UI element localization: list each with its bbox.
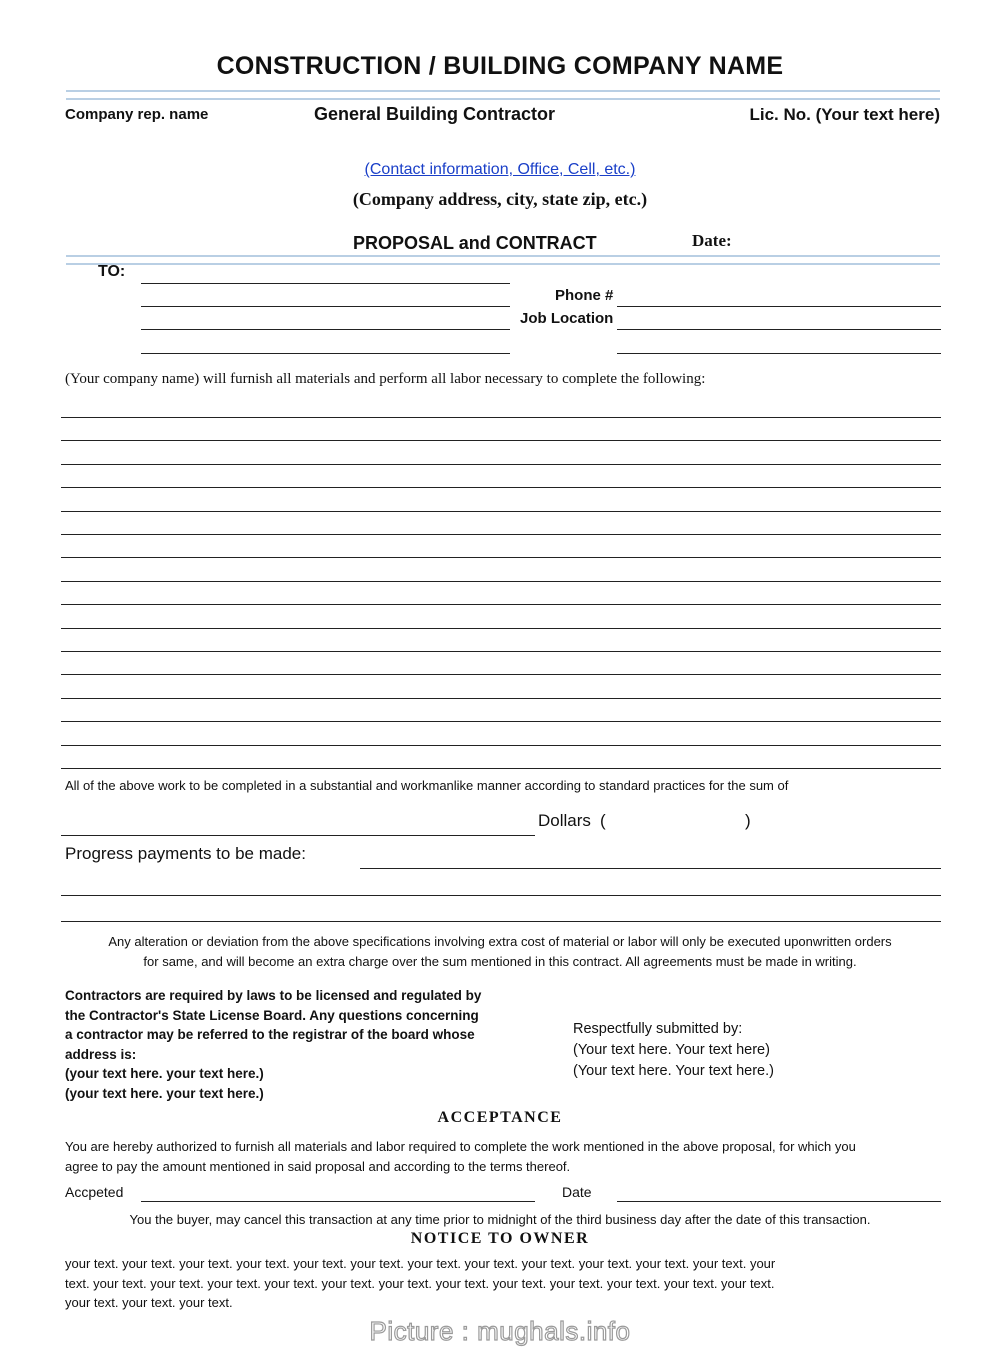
to-label: TO: [98, 263, 126, 280]
notice-line-1: your text. your text. your text. your text. your text. your text. your text. your text. your text. your text. your text. your text. your [65, 1256, 776, 1271]
page-title: CONSTRUCTION / BUILDING COMPANY NAME [216, 52, 784, 80]
notice-line-2: text. your text. your text. your text. your text. your text. your text. your text. your text. your text. your text. your text. your text. [65, 1275, 775, 1291]
dollars-paren-close: ) [745, 811, 751, 830]
to-line-2[interactable] [141, 306, 510, 307]
date-label: Date: [692, 231, 732, 250]
scope-line[interactable] [61, 440, 941, 441]
phone-label: Phone # [555, 287, 614, 304]
progress-field-1[interactable] [360, 868, 941, 869]
alteration-line-1: Any alteration or deviation from the above specifications involving extra cost of material or labor will only be executed uponwritten orders [108, 934, 892, 949]
scope-line[interactable] [61, 557, 941, 558]
scope-line[interactable] [61, 628, 941, 629]
scope-line[interactable] [61, 768, 941, 769]
acceptance-line-1: You are hereby authorized to furnish all materials and labor required to complete the work mentioned in the above proposal, for which you [65, 1139, 856, 1154]
scope-line[interactable] [61, 674, 941, 675]
company-address: (Company address, city, state zip, etc.) [352, 189, 648, 209]
scope-line[interactable] [61, 534, 941, 535]
scope-line[interactable] [61, 721, 941, 722]
job-location-field-2[interactable] [617, 353, 941, 354]
scope-line[interactable] [61, 511, 941, 512]
watermark-text: Picture : mughals.info [369, 1316, 631, 1346]
title-divider [66, 90, 940, 100]
scope-line[interactable] [61, 698, 941, 699]
scope-line[interactable] [61, 604, 941, 605]
job-location-label: Job Location [520, 310, 614, 327]
sum-statement: All of the above work to be completed in a substantial and workmanlike manner according to standard practices for the sum of [65, 778, 789, 793]
notice-body [65, 1254, 775, 1313]
to-line-1[interactable] [141, 283, 510, 284]
notice-line-3: your text. your text. your text. [65, 1295, 233, 1310]
to-line-3[interactable] [141, 329, 510, 330]
job-location-field[interactable] [617, 329, 941, 330]
license-number: Lic. No. (Your text here) [749, 105, 940, 124]
accepted-label: Accpeted [65, 1184, 124, 1200]
to-line-4[interactable] [141, 353, 510, 354]
acceptance-date-field[interactable] [617, 1201, 941, 1202]
license-notice-line: (your text here. your text here.) [65, 1085, 264, 1101]
contact-info-link[interactable]: (Contact information, Office, Cell, etc.) [364, 161, 636, 178]
acceptance-date-label: Date [562, 1184, 592, 1200]
scope-intro: (Your company name) will furnish all materials and perform all labor necessary to complete the following: [65, 371, 706, 387]
progress-field-2[interactable] [61, 895, 941, 896]
scope-line[interactable] [61, 745, 941, 746]
cancel-notice: You the buyer, may cancel this transaction at any time prior to midnight of the third business day after the date of this transaction. [129, 1212, 871, 1227]
sum-field[interactable] [61, 835, 535, 836]
contractor-type: General Building Contractor [314, 104, 556, 124]
document-title: PROPOSAL and CONTRACT [353, 233, 597, 253]
scope-line[interactable] [61, 487, 941, 488]
accepted-signature-field[interactable] [141, 1201, 535, 1202]
company-rep-name: Company rep. name [65, 106, 209, 123]
license-notice [65, 986, 481, 1103]
submitted-line-1: (Your text here. Your text here) [573, 1042, 770, 1058]
acceptance-line-2: agree to pay the amount mentioned in said proposal and according to the terms thereof. [65, 1159, 571, 1174]
dollars-paren-open: ( [600, 811, 606, 830]
submitted-label: Respectfully submitted by: [573, 1021, 743, 1037]
progress-payments-label: Progress payments to be made: [65, 844, 306, 863]
scope-line[interactable] [61, 581, 941, 582]
header-divider [66, 255, 940, 265]
license-notice-line: Contractors are required by laws to be licensed and regulated by [65, 988, 482, 1003]
submitted-block [573, 1019, 774, 1082]
license-notice-line: (your text here. your text here.) [65, 1066, 264, 1081]
acceptance-heading: ACCEPTANCE [437, 1109, 563, 1126]
alteration-line-2: for same, and will become an extra charge over the sum mentioned in this contract. All agreements must be made in writing. [143, 954, 857, 969]
submitted-line-2: (Your text here. Your text here.) [573, 1063, 774, 1079]
dollars-label: Dollars [538, 811, 591, 830]
license-notice-line: the Contractor's State License Board. Any questions concerning [65, 1007, 479, 1023]
scope-line[interactable] [61, 464, 941, 465]
license-notice-line: a contractor may be referred to the registrar of the board whose [65, 1027, 475, 1042]
license-notice-line: address is: [65, 1046, 137, 1062]
progress-field-3[interactable] [61, 921, 941, 922]
scope-line[interactable] [61, 417, 941, 418]
phone-field[interactable] [617, 306, 941, 307]
scope-line[interactable] [61, 651, 941, 652]
notice-heading: NOTICE TO OWNER [410, 1230, 590, 1247]
